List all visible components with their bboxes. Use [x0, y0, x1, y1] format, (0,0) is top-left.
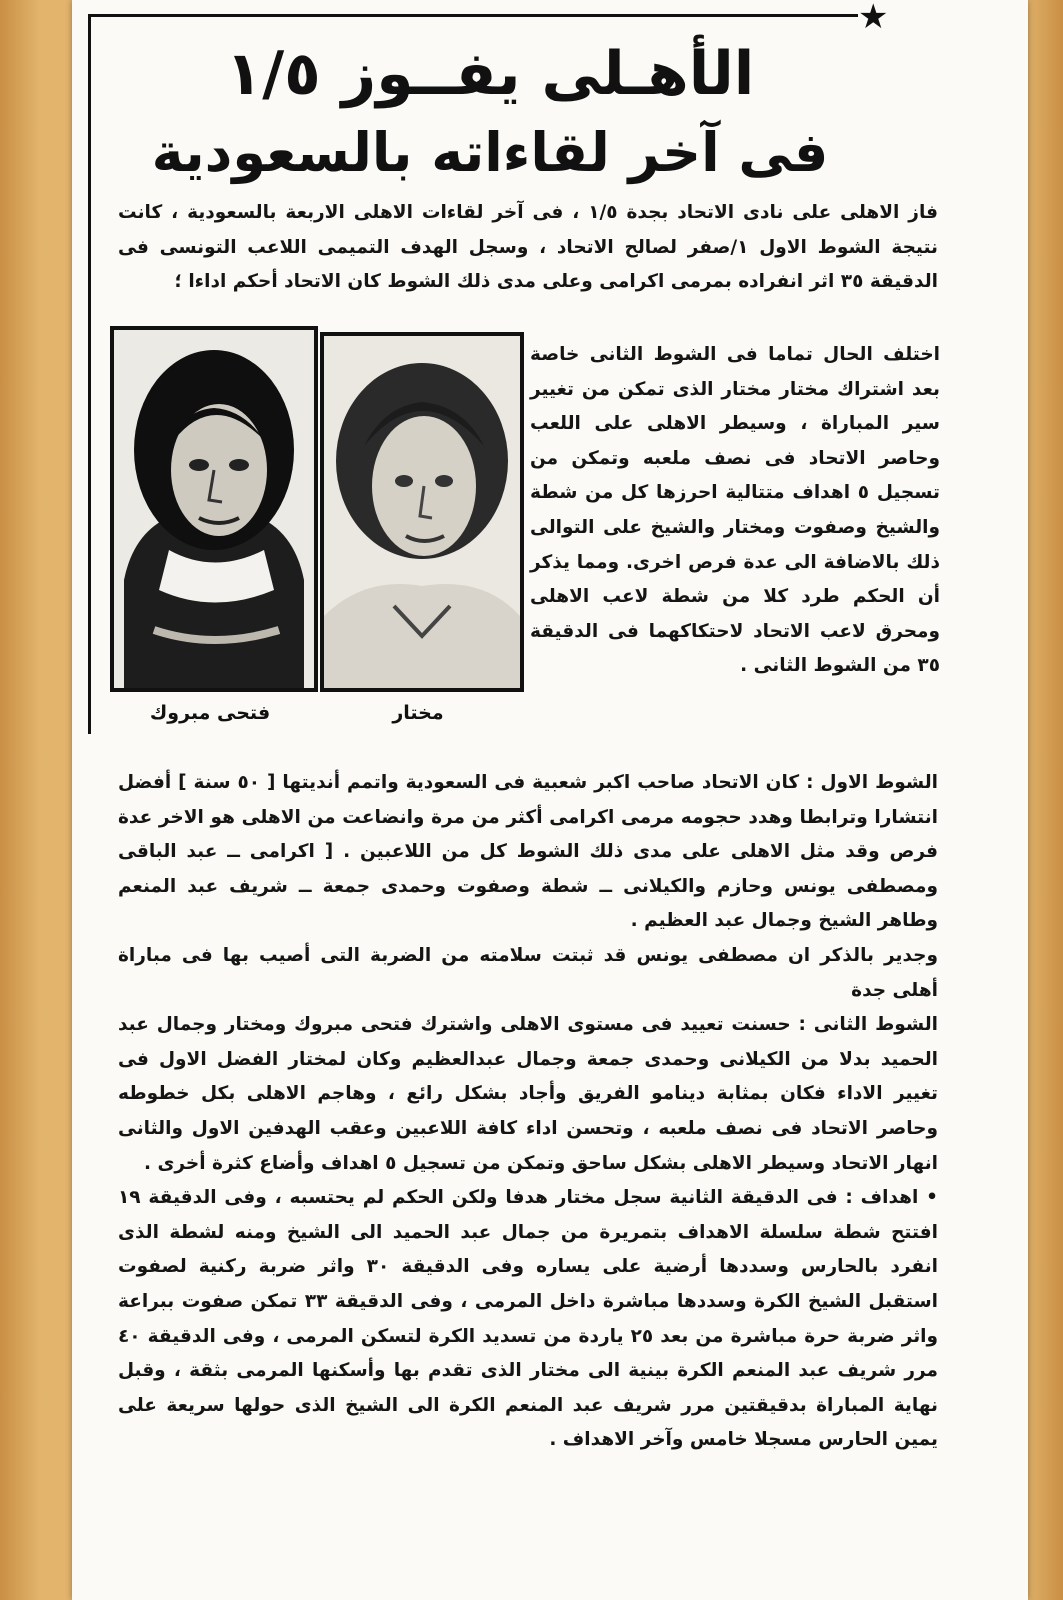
intro-text: فاز الاهلى على نادى الاتحاد بجدة ١/٥ ، فى آخر لقاءات الاهلى الاربعة بالسعودية ، كانت نتيجة الشوط الاول ١/صفر لصالح الاتحاد ، وسجل الهدف التميمى اللاعب التونسى فى الدقيقة ٣٥ اثر انفراده بمرمى اكرامى وعلى مدى ذلك الشوط كان الاتحاد أحكم اداءا ؛ [118, 202, 938, 293]
photo-mokhtar [320, 332, 524, 692]
side-column [530, 338, 940, 684]
headline-line-1: الأهـلى يفــوز ١/٥ [225, 39, 755, 109]
side-column-text: اختلف الحال تماما فى الشوط الثانى خاصة بعد اشتراك مختار مختار الذى تمكن من تغيير سير المباراة ، وسيطر الاهلى على اللعب وحاصر الاتحاد فى نصف ملعبه وتمكن من تسجيل ٥ اهداف متتالية احرزها كل من شطة والشيخ وصفوت ومختار والشيخ على التوالى ذلك بالاضافة الى عدة فرص اخرى. ومما يذكر أن الحكم طرد كلا من شطة لاعب الاهلى ومحرق لاعب الاتحاد لاحتكاكهما فى الدقيقة ٣٥ من الشوط الثانى . [530, 344, 940, 677]
photo-fathy-mabrouk [110, 326, 318, 692]
portrait-icon [324, 336, 520, 688]
headline-line-2: فى آخر لقاءاته بالسعودية [151, 121, 829, 184]
intro-paragraph [118, 196, 938, 300]
caption-mokhtar: مختار [392, 702, 444, 724]
paragraph-second-half: الشوط الثانى : حسنت تعييد فى مستوى الاهلى واشترك فتحى مبروك ومختار وجمال عبد الحميد بدلا من الكيلانى وحمدى جمعة وجمال عبدالعظيم وكان لمختار الفضل الاول فى تغيير الاداء فكان بمثابة دينامو الفريق وأجاد بشكل رائع ، وهاجم الاهلى بكل خطوطه وحاصر الاتحاد فى نصف ملعبه ، وتحسن اداء كافة اللاعبين وعقب الهدفين الاول والثانى انهار الاتحاد وسيطر الاهلى بشكل ساحق وتمكن من تسجيل ٥ اهداف وأضاع كثرة أخرى . [118, 1014, 938, 1174]
caption-fathy-mabrouk: فتحى مبروك [149, 702, 271, 724]
paragraph-goals: • اهداف : فى الدقيقة الثانية سجل مختار هدفا ولكن الحكم لم يحتسبه ، وفى الدقيقة ١٩ افتتح شطة سلسلة الاهداف بتمريرة من جمال عبد الحميد الى الشيخ ومنه لشطة الذى انفرد بالحارس وسددها أرضية على يساره وفى الدقيقة ٣٠ واثر ضربة ركنية لصفوت استقبل الشيخ الكرة وسددها مباشرة داخل المرمى ، وفى الدقيقة ٣٣ تمكن صفوت ببراعة واثر ضربة حرة مباشرة من بعد ٢٥ ياردة من تسديد الكرة لتسكن المرمى ، وفى الدقيقة ٤٠ مرر شريف عبد المنعم الكرة بينية الى مختار الذى تقدم بها وأسكنها المرمى بثقة ، وقبل نهاية المباراة بدقيقتين مرر شريف عبد المنعم الكرة الى الشيخ الذى حولها سريعة على يمين الحارس مسجلا خامس وآخر الاهداف . [118, 1187, 938, 1451]
lower-column [118, 766, 938, 1458]
paragraph-note: وجدير بالذكر ان مصطفى يونس قد ثبتت سلامته من الضربة التى أصيب بها فى مباراة أهلى جدة [118, 944, 938, 1001]
portrait-icon [114, 330, 314, 688]
left-rule [88, 14, 91, 734]
top-rule [88, 14, 858, 17]
star-icon: ★ [858, 0, 889, 37]
paragraph-first-half: الشوط الاول : كان الاتحاد صاحب اكبر شعبية فى السعودية واتمم أنديتها [ ٥٠ سنة ] أفضل انتشارا وترابطا وهدد حجومه مرمى اكرامى أكثر من مرة وانضاعت من الاهلى هو الاخر عدة فرص وقد مثل الاهلى على مدى ذلك الشوط كل من اللاعبين . [ اكرامى ــ عبد الباقى ومصطفى يونس وحازم والكيلانى ــ شطة وصفوت وحمدى جمعة ــ شريف عبد المنعم وطاهر الشيخ وجمال عبد العظيم . [118, 772, 939, 932]
